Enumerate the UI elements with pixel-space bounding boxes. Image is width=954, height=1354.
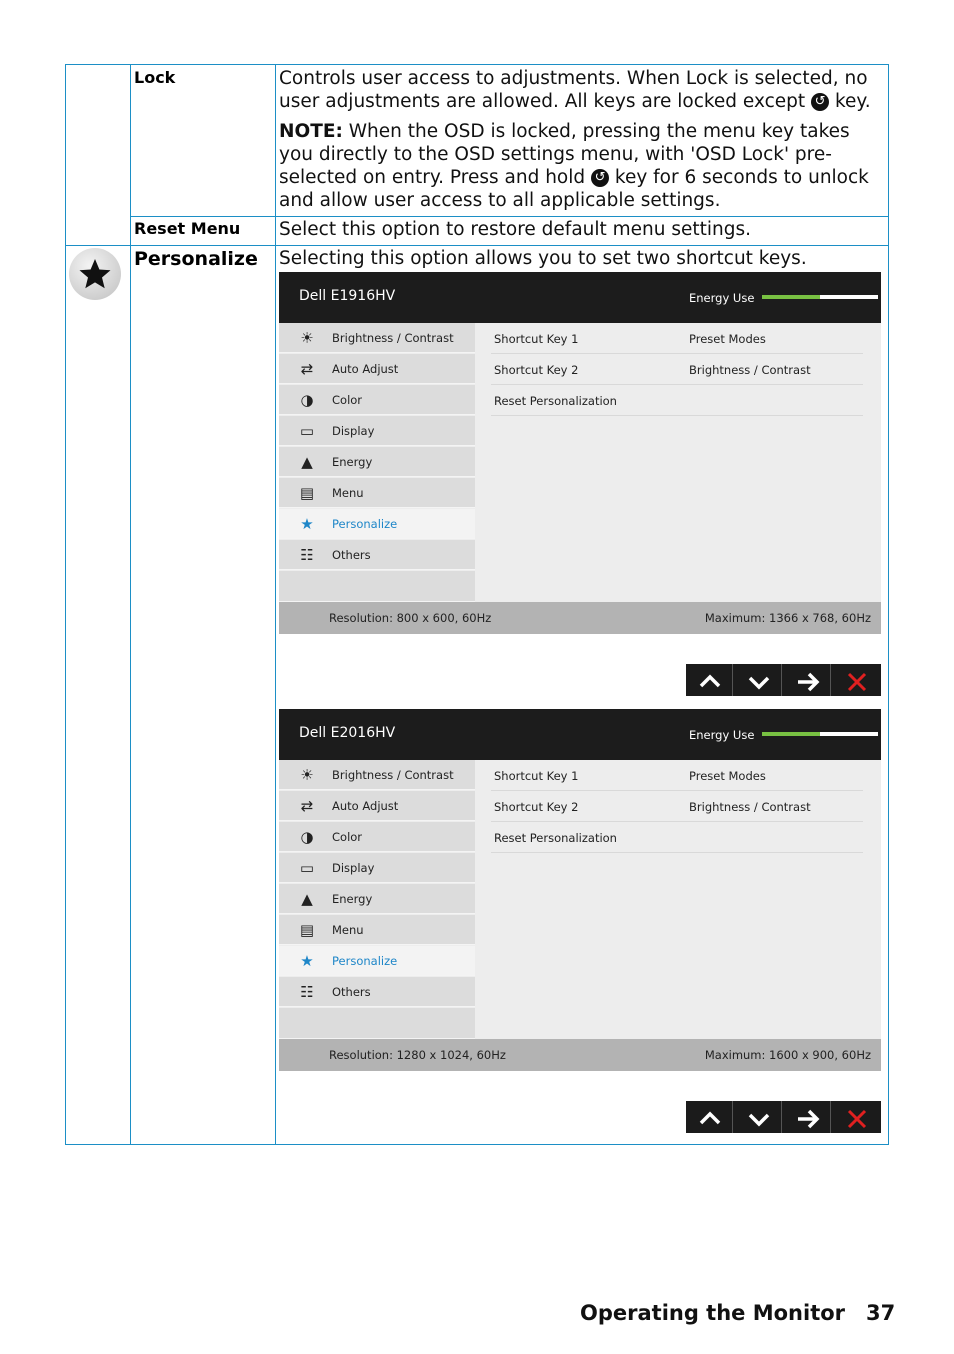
footer-page-number: 37 (866, 1301, 896, 1325)
energy-icon: ▲ (301, 453, 313, 471)
osd-submenu-key: Shortcut Key 1 (494, 332, 579, 346)
osd-submenu-key: Shortcut Key 1 (494, 769, 579, 783)
auto-adjust-icon: ⇄ (300, 360, 314, 378)
row-divider-reset (65, 245, 889, 246)
osd-menu-item-menu[interactable] (279, 478, 475, 508)
osd-menu-item-energy[interactable] (279, 884, 475, 914)
osd-screenshot-e2016hv (279, 709, 881, 1071)
down-arrow-icon (747, 1107, 771, 1131)
right-arrow-icon (796, 1107, 820, 1131)
star-icon: ★ (300, 952, 314, 970)
up-arrow-key[interactable] (686, 1101, 733, 1133)
osd-menu-item-label: Brightness / Contrast (332, 768, 454, 782)
osd-menu-item-label: Others (332, 985, 371, 999)
footer-section-title: Operating the Monitor (580, 1301, 846, 1325)
up-arrow-icon (698, 1107, 722, 1131)
osd-menu-item-label: Menu (332, 486, 364, 500)
osd-screenshot-e1916hv (279, 272, 881, 634)
right-arrow-icon (796, 670, 820, 694)
right-arrow-key[interactable] (784, 664, 831, 696)
color-icon: ◑ (300, 828, 314, 846)
osd-menu-item-label: Energy (332, 455, 373, 469)
energy-use-bar (762, 295, 878, 299)
osd-header (279, 272, 881, 323)
down-arrow-icon (747, 670, 771, 694)
row-divider-lock (130, 216, 889, 217)
osd-menu-item-label: Personalize (332, 954, 398, 968)
osd-menu-item-display[interactable] (279, 416, 475, 446)
osd-menu-item-label: Others (332, 548, 371, 562)
osd-menu-item-display[interactable] (279, 853, 475, 883)
column-divider-2 (275, 64, 276, 1145)
note-label: NOTE: (279, 121, 343, 142)
osd-submenu-row[interactable] (491, 760, 863, 791)
star-icon: ★ (300, 515, 314, 533)
column-divider-1 (130, 64, 131, 1145)
energy-use-bar-fill (762, 732, 820, 736)
exit-icon (845, 670, 869, 694)
osd-submenu-row[interactable] (491, 323, 863, 354)
osd-menu-item-label: Color (332, 393, 363, 407)
reset-menu-label: Reset Menu (134, 219, 241, 238)
osd-submenu-key: Shortcut Key 2 (494, 800, 579, 814)
osd-nav-keys (686, 664, 881, 696)
osd-submenu-row[interactable] (491, 822, 863, 853)
up-arrow-icon (698, 670, 722, 694)
osd-menu-item-label: Auto Adjust (332, 362, 399, 376)
osd-energy-label: Energy Use (689, 291, 755, 305)
back-key-icon: ↺ (591, 169, 609, 187)
osd-menu-item-label: Display (332, 424, 375, 438)
osd-menu-empty-slot (279, 1008, 475, 1039)
osd-submenu-key: Reset Personalization (494, 394, 617, 408)
down-arrow-key[interactable] (735, 664, 782, 696)
personalize-label: Personalize (134, 248, 258, 270)
osd-submenu-row[interactable] (491, 354, 863, 385)
osd-resolution: Resolution: 1280 x 1024, 60Hz (329, 1048, 506, 1062)
osd-menu-item-auto-adjust[interactable] (279, 354, 475, 384)
osd-menu-item-others[interactable] (279, 977, 475, 1007)
osd-menu-item-brightness-contrast[interactable] (279, 323, 475, 353)
osd-submenu-key: Shortcut Key 2 (494, 363, 579, 377)
osd-menu-item-others[interactable] (279, 540, 475, 570)
osd-submenu-row[interactable] (491, 791, 863, 822)
right-arrow-key[interactable] (784, 1101, 831, 1133)
energy-icon: ▲ (301, 890, 313, 908)
osd-menu-item-auto-adjust[interactable] (279, 791, 475, 821)
brightness-icon: ☀ (300, 766, 314, 784)
personalize-description: Selecting this option allows you to set two shortcut keys. (279, 248, 807, 269)
osd-maximum-resolution: Maximum: 1366 x 768, 60Hz (704, 611, 871, 625)
display-icon: ▭ (299, 422, 315, 440)
osd-submenu-value: Brightness / Contrast (689, 363, 811, 377)
osd-menu-item-label: Color (332, 830, 363, 844)
menu-icon: ▤ (299, 484, 315, 502)
osd-menu-item-personalize[interactable] (279, 946, 475, 976)
osd-footer (279, 602, 881, 634)
osd-menu-empty-slot (279, 571, 475, 602)
osd-energy-label: Energy Use (689, 728, 755, 742)
osd-submenu-row[interactable] (491, 385, 863, 416)
display-icon: ▭ (299, 859, 315, 877)
menu-icon: ▤ (299, 921, 315, 939)
osd-submenu-value: Brightness / Contrast (689, 800, 811, 814)
osd-menu-item-personalize[interactable] (279, 509, 475, 539)
exit-icon (845, 1107, 869, 1131)
osd-header (279, 709, 881, 760)
osd-menu-item-color[interactable] (279, 822, 475, 852)
osd-menu-item-label: Display (332, 861, 375, 875)
lock-label: Lock (134, 68, 176, 87)
osd-menu-item-energy[interactable] (279, 447, 475, 477)
others-icon: ☷ (300, 546, 314, 564)
color-icon: ◑ (300, 391, 314, 409)
lock-description: Controls user access to adjustments. When Lock is selected, no user adjustments are allowed. All keys are locked except ↺ key. NOTE: When the OSD is locked, pressing the menu key takes you directly to the OSD settings menu, with 'OSD Lock' pre-selected on entry. Press and hold ↺ key for 6 seconds to unlock and allow user access to all applicable settings. (279, 68, 871, 211)
down-arrow-key[interactable] (735, 1101, 782, 1133)
personalize-star-icon (69, 248, 121, 300)
osd-model-title: Dell E2016HV (299, 725, 396, 741)
osd-submenu-key: Reset Personalization (494, 831, 617, 845)
exit-key[interactable] (833, 664, 880, 696)
reset-menu-description: Select this option to restore default menu settings. (279, 219, 752, 240)
brightness-icon: ☀ (300, 329, 314, 347)
energy-use-bar-fill (762, 295, 820, 299)
osd-submenu-value: Preset Modes (689, 332, 766, 346)
auto-adjust-icon: ⇄ (300, 797, 314, 815)
osd-nav-keys (686, 1101, 881, 1133)
osd-menu-item-label: Menu (332, 923, 364, 937)
osd-menu-item-color[interactable] (279, 385, 475, 415)
osd-menu-item-label: Energy (332, 892, 373, 906)
others-icon: ☷ (300, 983, 314, 1001)
osd-menu-item-label: Brightness / Contrast (332, 331, 454, 345)
osd-footer (279, 1039, 881, 1071)
osd-menu-item-label: Personalize (332, 517, 398, 531)
osd-model-title: Dell E1916HV (299, 288, 396, 304)
osd-resolution: Resolution: 800 x 600, 60Hz (329, 611, 492, 625)
up-arrow-key[interactable] (686, 664, 733, 696)
osd-menu-item-brightness-contrast[interactable] (279, 760, 475, 790)
energy-use-bar (762, 732, 878, 736)
back-key-icon: ↺ (811, 93, 829, 111)
osd-maximum-resolution: Maximum: 1600 x 900, 60Hz (704, 1048, 871, 1062)
exit-key[interactable] (833, 1101, 880, 1133)
osd-menu-item-label: Auto Adjust (332, 799, 399, 813)
osd-menu-item-menu[interactable] (279, 915, 475, 945)
osd-submenu-value: Preset Modes (689, 769, 766, 783)
